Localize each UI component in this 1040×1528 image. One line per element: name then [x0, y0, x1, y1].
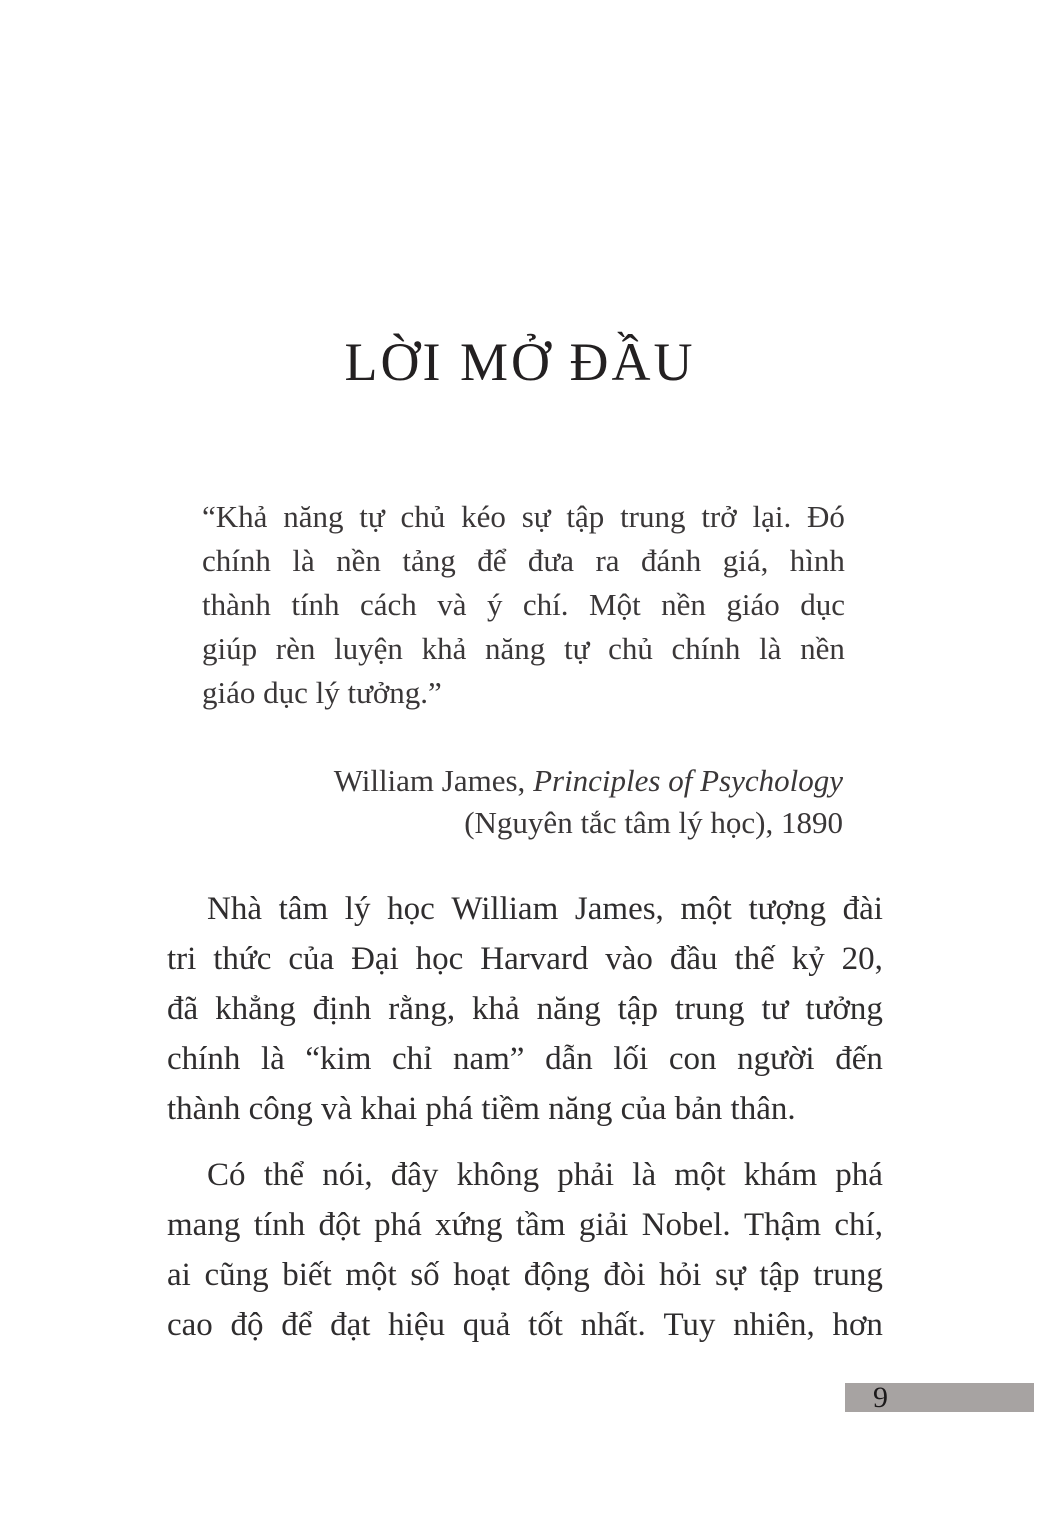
- text-line: giáo dục lý tưởng.”: [202, 675, 442, 710]
- quote-block: [202, 495, 845, 715]
- text-line: chính là “kim chỉ nam” dẫn lối con người đến: [167, 1041, 883, 1077]
- attribution-author: William James,: [333, 763, 534, 798]
- page-title: LỜI MỞ ĐẦU: [344, 332, 696, 392]
- paragraph-1: [167, 884, 883, 1134]
- attribution-line-1: [334, 760, 843, 802]
- text-line: “Khả năng tự chủ kéo sự tập trung trở lại. Đó: [202, 499, 845, 534]
- text-line: giúp rèn luyện khả năng tự chủ chính là nền: [202, 631, 845, 666]
- attribution-work-title: Principles of Psychology: [533, 763, 843, 798]
- text-line: cao độ để đạt hiệu quả tốt nhất. Tuy nhiên, hơn: [167, 1307, 883, 1343]
- page-number: 9: [873, 1381, 888, 1414]
- attribution-translation-year: (Nguyên tắc tâm lý học), 1890: [464, 805, 843, 840]
- quote-attribution: [334, 760, 843, 844]
- text-line: thành tính cách và ý chí. Một nền giáo dục: [202, 587, 845, 622]
- text-line: đã khẳng định rằng, khả năng tập trung tư tưởng: [167, 991, 883, 1027]
- paragraph-2: [167, 1150, 883, 1350]
- page-number-bar: [845, 1383, 1034, 1412]
- text-line: thành công và khai phá tiềm năng của bản thân.: [167, 1091, 796, 1127]
- text-line: tri thức của Đại học Harvard vào đầu thế kỷ 20,: [167, 941, 883, 977]
- text-line: Nhà tâm lý học William James, một tượng đài: [207, 891, 883, 927]
- text-line: ai cũng biết một số hoạt động đòi hỏi sự tập trung: [167, 1257, 883, 1293]
- text-line: mang tính đột phá xứng tầm giải Nobel. Thậm chí,: [167, 1207, 883, 1243]
- text-line: Có thể nói, đây không phải là một khám phá: [207, 1157, 883, 1193]
- text-line: chính là nền tảng để đưa ra đánh giá, hình: [202, 543, 845, 578]
